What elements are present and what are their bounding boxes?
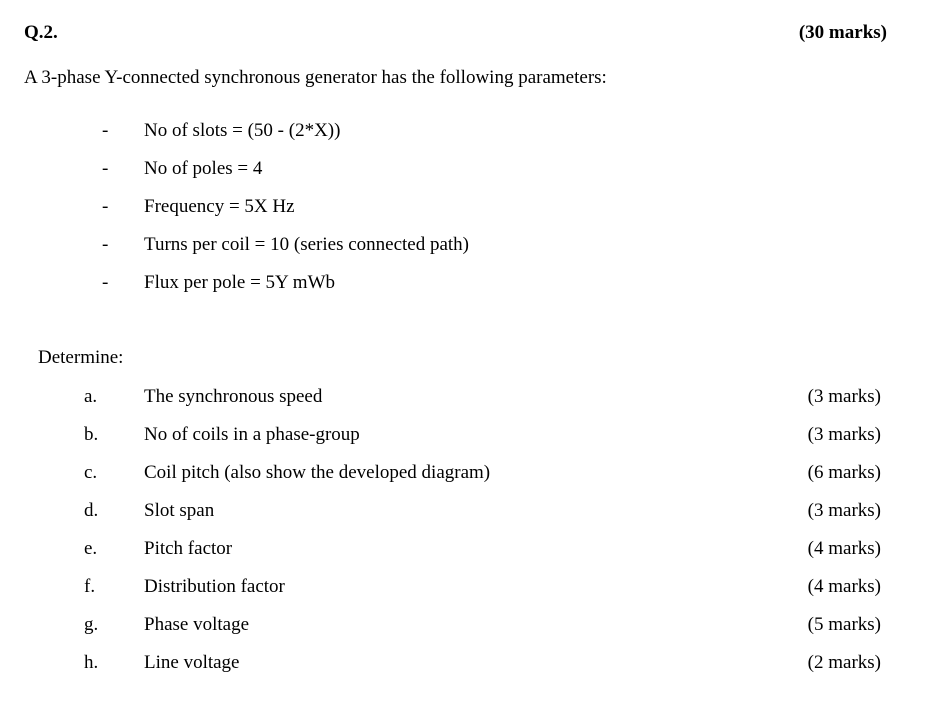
part-marks: (4 marks) (807, 576, 881, 597)
determine-label: Determine: (38, 347, 124, 368)
part-text: The synchronous speed (144, 386, 323, 407)
part-marks: (6 marks) (807, 462, 881, 483)
part-text: Pitch factor (144, 538, 233, 559)
part-text: Line voltage (144, 652, 240, 673)
part-marks: (3 marks) (807, 386, 881, 407)
part-letter: h. (84, 652, 99, 673)
part-text: Phase voltage (144, 614, 250, 635)
parameter-bullet: - (102, 196, 109, 217)
part-letter: a. (84, 386, 98, 407)
part-marks: (3 marks) (807, 500, 881, 521)
question-number: Q.2. (24, 22, 58, 43)
parameter-slots: No of slots = (50 - (2*X)) (144, 120, 341, 141)
part-letter: g. (84, 614, 99, 635)
parameter-turns: Turns per coil = 10 (series connected path) (144, 234, 470, 255)
part-marks: (4 marks) (807, 538, 881, 559)
part-text: No of coils in a phase-group (144, 424, 360, 445)
part-marks: (2 marks) (807, 652, 881, 673)
part-letter: d. (84, 500, 99, 521)
parameter-bullet: - (102, 272, 109, 293)
part-letter: f. (84, 576, 96, 597)
part-text: Slot span (144, 500, 215, 521)
parameter-bullet: - (102, 234, 109, 255)
part-marks: (5 marks) (807, 614, 881, 635)
part-letter: c. (84, 462, 98, 483)
part-text: Distribution factor (144, 576, 285, 597)
part-text: Coil pitch (also show the developed diagram) (144, 462, 491, 483)
parameter-bullet: - (102, 158, 109, 179)
total-marks: (30 marks) (798, 22, 887, 43)
parameter-bullet: - (102, 120, 109, 141)
part-marks: (3 marks) (807, 424, 881, 445)
parameter-flux: Flux per pole = 5Y mWb (144, 272, 336, 293)
part-letter: b. (84, 424, 99, 445)
parameter-poles: No of poles = 4 (144, 158, 263, 179)
parameter-frequency: Frequency = 5X Hz (144, 196, 295, 217)
question-intro: A 3-phase Y-connected synchronous generator has the following parameters: (24, 67, 607, 88)
part-letter: e. (84, 538, 98, 559)
